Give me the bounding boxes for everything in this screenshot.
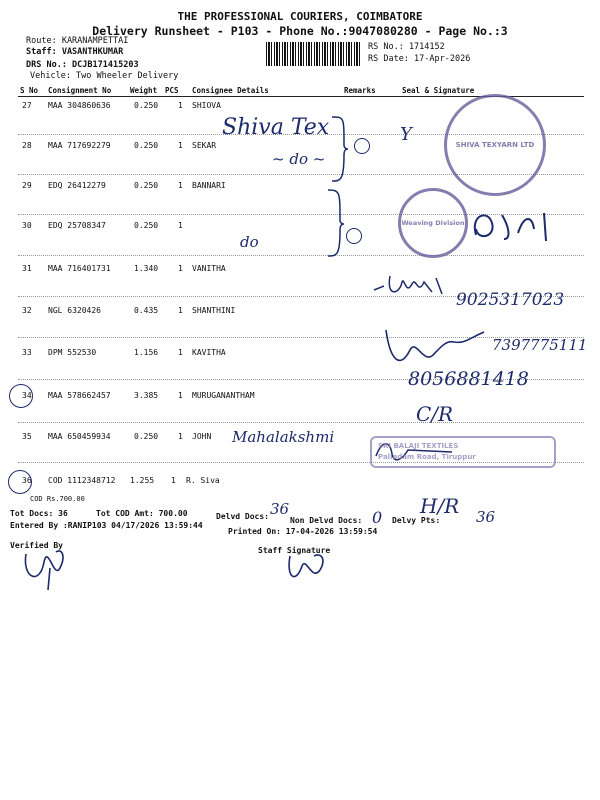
row-33-consignment: DPM 552530	[48, 348, 97, 357]
delivery-points-label: Delvy Pts:	[392, 516, 441, 525]
delivered-docs-count: 36	[270, 500, 290, 518]
cod-note: COD Rs.700.00	[30, 495, 85, 503]
row-32-sno: 32	[22, 306, 32, 315]
row-30-sno: 30	[22, 221, 32, 230]
delivery-points-count: 36	[476, 508, 496, 526]
row-30-consignment: EDQ 25708347	[48, 221, 106, 230]
row-34-sno: 34	[22, 391, 32, 400]
total-cod-amount: Tot COD Amt: 700.00	[96, 509, 188, 518]
rectangular-stamp	[370, 436, 556, 468]
row-divider	[18, 255, 584, 256]
row-33-pcs: 1	[178, 348, 183, 357]
row-29-consignee: BANNARI	[192, 181, 226, 190]
handwritten-phone-3: 8056881418	[408, 368, 529, 390]
col-weight: Weight	[130, 86, 158, 95]
entered-by: Entered By :RANIP103 04/17/2026 13:59:44	[10, 521, 203, 530]
col-consignee: Consignee Details	[192, 86, 269, 95]
bracket-rows-27-28	[330, 115, 350, 183]
row-35-weight: 0.250	[134, 432, 159, 441]
route: Route: KARANAMPETTAI	[26, 36, 129, 46]
weaving-division-stamp	[398, 188, 468, 258]
seal-text: SHIVA TEXYARN LTD	[455, 141, 535, 149]
row-30-weight: 0.250	[134, 221, 159, 230]
printed-on: Printed On: 17-04-2026 13:59:54	[228, 527, 378, 536]
col-consignment: Consignment No	[48, 86, 112, 95]
non-delivered-docs-count: 0	[372, 508, 383, 527]
row-32-consignment: NGL 6320426	[48, 306, 101, 315]
col-seal-signature: Seal & Signature	[402, 86, 475, 95]
row-28-consignment: MAA 717692279	[48, 141, 111, 150]
row-31-weight: 1.340	[134, 264, 159, 273]
col-sno: S No	[20, 86, 39, 95]
total-docs: Tot Docs: 36	[10, 509, 68, 518]
weaving-text: Weaving Division	[401, 219, 465, 227]
circled-mark-2	[354, 138, 370, 154]
bracket-rows-29-30	[326, 188, 346, 258]
row-36-pcs: 1	[171, 476, 176, 485]
circle-sno-36	[8, 470, 32, 494]
stamp-line-1: SRI BALAJI TEXTILES	[378, 442, 459, 450]
row-34-consignee: MURUGANANTHAM	[192, 391, 255, 400]
company-seal-stamp	[444, 94, 546, 196]
row-27-sno: 27	[22, 101, 32, 110]
staff: Staff: VASANTHKUMAR	[26, 47, 124, 57]
barcode	[266, 42, 360, 66]
row-35-sno: 35	[22, 432, 32, 441]
row-35-consignee: JOHN	[192, 432, 212, 441]
row-32-pcs: 1	[178, 306, 183, 315]
row-33-weight: 1.156	[134, 348, 159, 357]
row-28-pcs: 1	[178, 141, 183, 150]
handwritten-do: do	[240, 233, 259, 251]
rs-date: RS Date: 17-Apr-2026	[368, 54, 471, 64]
row-36-sno: 36	[22, 476, 32, 485]
rs-no: RS No.: 1714152	[368, 42, 445, 52]
row-34-weight: 3.385	[134, 391, 159, 400]
row-36-weight: 1.255	[130, 476, 155, 485]
circled-mark-2	[346, 228, 362, 244]
row-28-consignee: SEKAR	[192, 141, 217, 150]
row-28-weight: 0.250	[134, 141, 159, 150]
row-27-consignment: MAA 304860636	[48, 101, 111, 110]
drs-no: DRS No.: DCJB171415203	[26, 60, 139, 70]
col-remarks: Remarks	[344, 86, 376, 95]
row-27-pcs: 1	[178, 101, 183, 110]
row-33-consignee: KAVITHA	[192, 348, 226, 357]
row-29-sno: 29	[22, 181, 32, 190]
row-27-weight: 0.250	[134, 101, 159, 110]
row-31-pcs: 1	[178, 264, 183, 273]
row-32-consignee: SHANTHINI	[192, 306, 236, 315]
signature-scribble	[372, 272, 462, 302]
staff-signature-label: Staff Signature	[258, 546, 331, 555]
signature-scribble	[380, 320, 490, 380]
handwritten-phone-1: 9025317023	[456, 290, 565, 310]
row-35-consignment: MAA 650459934	[48, 432, 111, 441]
row-29-pcs: 1	[178, 181, 183, 190]
row-29-weight: 0.250	[134, 181, 159, 190]
runsheet-title: Delivery Runsheet - P103 - Phone No.:9047080280 - Page No.:3	[92, 24, 508, 38]
row-34-consignment: MAA 578662457	[48, 391, 111, 400]
row-28-sno: 28	[22, 141, 32, 150]
vehicle: Vehicle: Two Wheeler Delivery	[30, 71, 179, 81]
handwritten-ditto: ~ do ~	[272, 150, 326, 168]
row-36-consignee: R. Siva	[186, 476, 220, 485]
non-delivered-docs-label: Non Delvd Docs:	[290, 516, 363, 525]
handwritten-hr: H/R	[420, 494, 460, 518]
handwritten-mahalakshmi: Mahalakshmi	[232, 428, 335, 446]
stamp-line-2: Palladam Road, Tiruppur	[378, 453, 476, 462]
company-name: THE PROFESSIONAL COURIERS, COIMBATORE	[177, 10, 423, 23]
row-31-consignee: VANITHA	[192, 264, 226, 273]
row-31-sno: 31	[22, 264, 32, 273]
handwritten-cr: C/R	[416, 402, 454, 426]
signature-scribble	[468, 205, 558, 245]
row-34-pcs: 1	[178, 391, 183, 400]
row-divider	[18, 422, 584, 423]
delivered-docs-label: Delvd Docs:	[216, 512, 269, 521]
row-35-pcs: 1	[178, 432, 183, 441]
handwritten-y: Y	[400, 124, 412, 145]
row-31-consignment: MAA 716401731	[48, 264, 111, 273]
verified-by: Verified By	[10, 541, 63, 550]
row-33-sno: 33	[22, 348, 32, 357]
row-32-weight: 0.435	[134, 306, 159, 315]
row-36-consignment: COD 1112348712	[48, 476, 116, 485]
row-29-consignment: EDQ 26412279	[48, 181, 106, 190]
row-27-consignee: SHIOVA	[192, 101, 221, 110]
circle-sno-34	[9, 384, 33, 408]
col-pcs: PCS	[165, 86, 179, 95]
handwritten-shiva-tex: Shiva Tex	[222, 115, 330, 140]
handwritten-phone-2: 7397775111	[492, 336, 588, 354]
row-30-pcs: 1	[178, 221, 183, 230]
